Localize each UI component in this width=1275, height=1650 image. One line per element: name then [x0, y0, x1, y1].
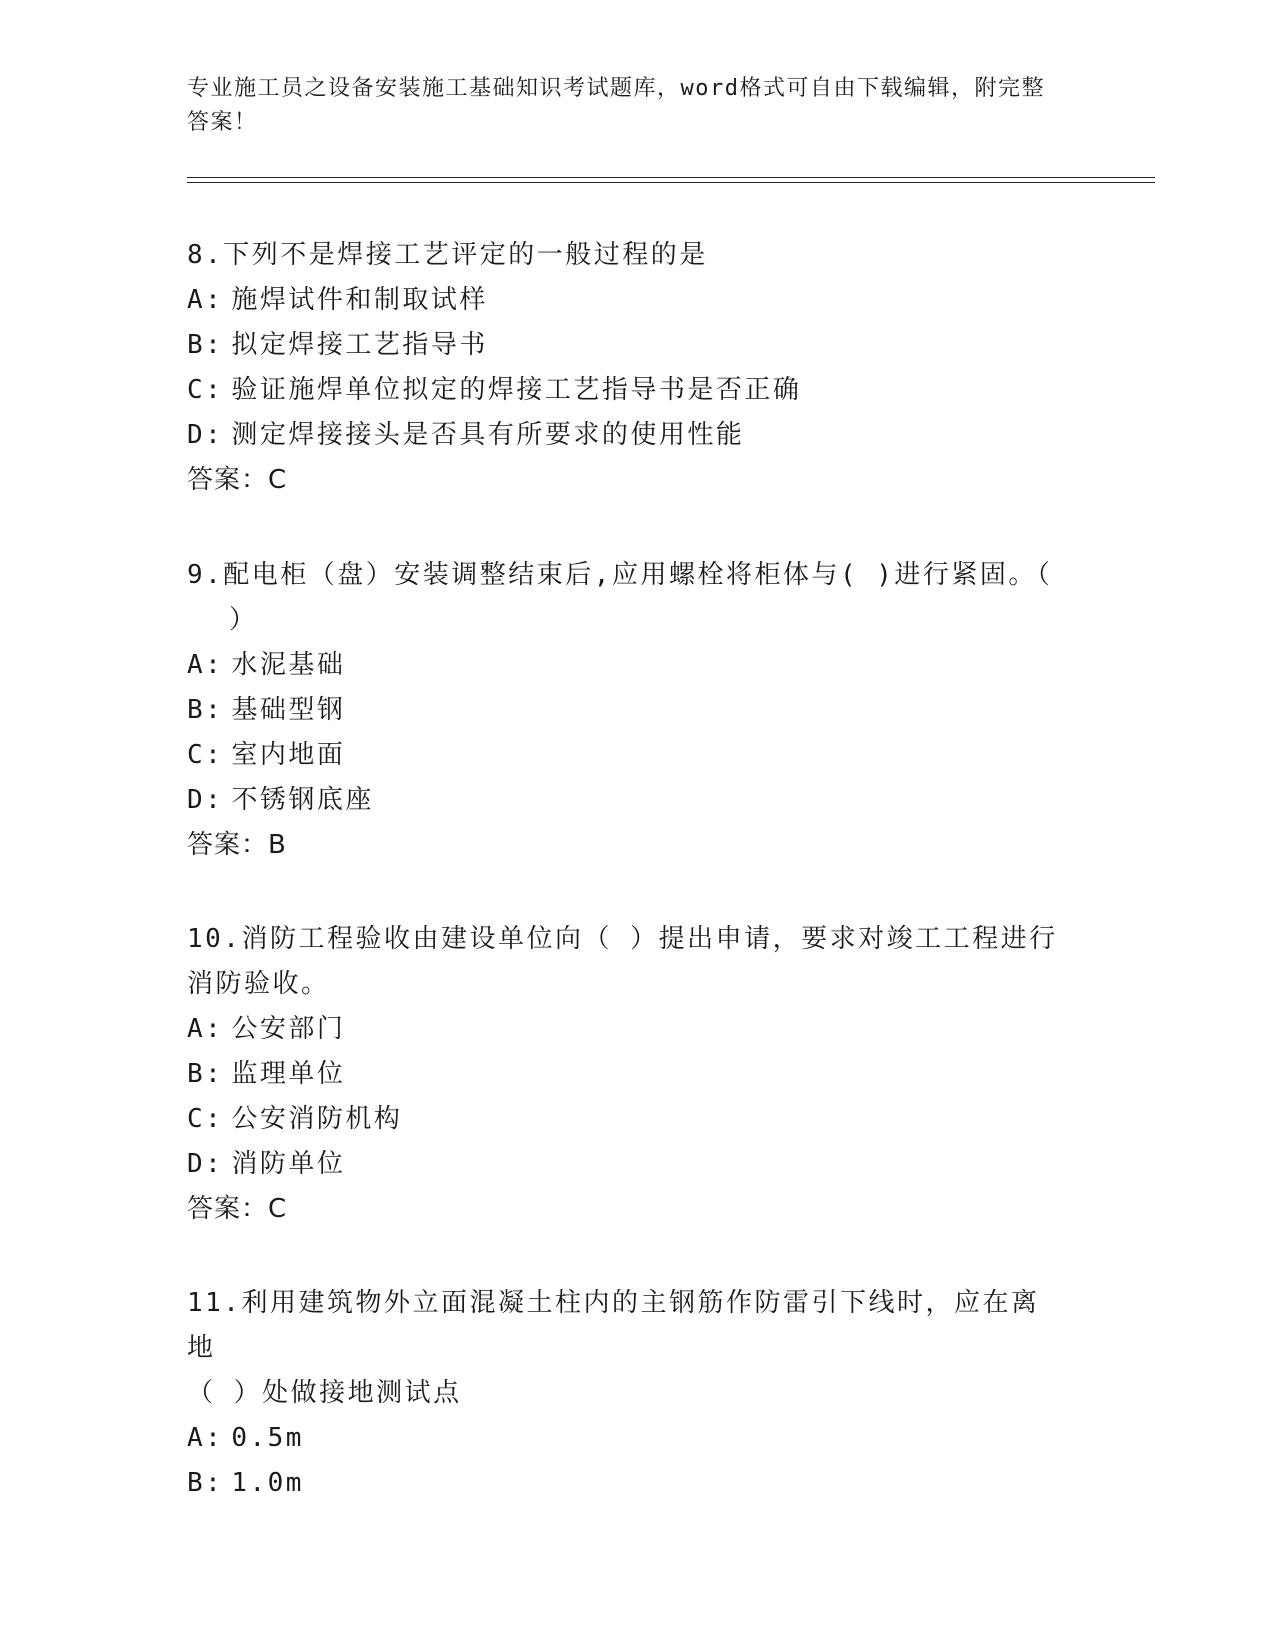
option-c	[187, 368, 1067, 413]
option-letter: B:	[187, 1468, 224, 1498]
option-text: 测定焊接接头是否具有所要求的使用性能	[231, 420, 745, 450]
question-stem-continued: （ ）处做接地测试点	[187, 1378, 462, 1408]
option-text: 0.5m	[231, 1423, 304, 1453]
option-b	[187, 323, 1067, 368]
question-stem: 8.下列不是焊接工艺评定的一般过程的是	[187, 240, 708, 270]
answer: 答案：C	[187, 1194, 288, 1224]
option-c	[187, 1097, 1067, 1142]
option-text: 不锈钢底座	[231, 785, 374, 815]
option-letter: C:	[187, 375, 224, 405]
option-letter: D:	[187, 420, 224, 450]
option-letter: B:	[187, 330, 224, 360]
option-d	[187, 413, 1067, 458]
option-text: 监理单位	[231, 1059, 346, 1089]
option-d	[187, 778, 1067, 823]
question-10	[187, 917, 1067, 1232]
option-text: 消防单位	[231, 1149, 346, 1179]
header-divider-bottom	[187, 182, 1155, 183]
option-a	[187, 1416, 1067, 1461]
question-stem-continued: ）	[229, 605, 258, 635]
option-text: 公安部门	[231, 1014, 346, 1044]
option-a	[187, 643, 1067, 688]
header-divider-top	[187, 177, 1155, 178]
question-stem-continued: 消防验收。	[187, 969, 330, 999]
option-d	[187, 1142, 1067, 1187]
option-text: 验证施焊单位拟定的焊接工艺指导书是否正确	[231, 375, 802, 405]
question-11	[187, 1281, 1067, 1506]
option-letter: C:	[187, 740, 224, 770]
option-text: 施焊试件和制取试样	[231, 285, 488, 315]
option-text: 基础型钢	[231, 695, 346, 725]
option-letter: A:	[187, 1014, 224, 1044]
option-text: 1.0m	[231, 1468, 304, 1498]
answer: 答案：C	[187, 465, 288, 495]
option-a	[187, 1007, 1067, 1052]
question-stem: 9.配电柜（盘）安装调整结束后,应用螺栓将柜体与( )进行紧固。（	[187, 560, 1053, 590]
option-text: 公安消防机构	[231, 1104, 403, 1134]
option-letter: A:	[187, 650, 224, 680]
question-9	[187, 553, 1067, 868]
document-header	[187, 72, 1067, 140]
option-text: 拟定焊接工艺指导书	[231, 330, 488, 360]
question-stem: 10.消防工程验收由建设单位向（ ）提出申请，要求对竣工工程进行	[187, 924, 1058, 954]
option-letter: D:	[187, 1149, 224, 1179]
option-a	[187, 278, 1067, 323]
option-letter: A:	[187, 1423, 224, 1453]
option-letter: B:	[187, 695, 224, 725]
option-letter: D:	[187, 785, 224, 815]
option-b	[187, 1461, 1067, 1506]
option-b	[187, 688, 1067, 733]
option-text: 水泥基础	[231, 650, 346, 680]
option-letter: B:	[187, 1059, 224, 1089]
option-letter: A:	[187, 285, 224, 315]
question-8	[187, 233, 1067, 503]
answer: 答案：B	[187, 830, 287, 860]
question-stem: 11.利用建筑物外立面混凝土柱内的主钢筋作防雷引下线时，应在离地	[187, 1288, 1040, 1363]
option-text: 室内地面	[231, 740, 346, 770]
option-c	[187, 733, 1067, 778]
option-b	[187, 1052, 1067, 1097]
option-letter: C:	[187, 1104, 224, 1134]
document-title: 专业施工员之设备安装施工基础知识考试题库，word格式可自由下载编辑，附完整答案！	[187, 76, 1045, 135]
